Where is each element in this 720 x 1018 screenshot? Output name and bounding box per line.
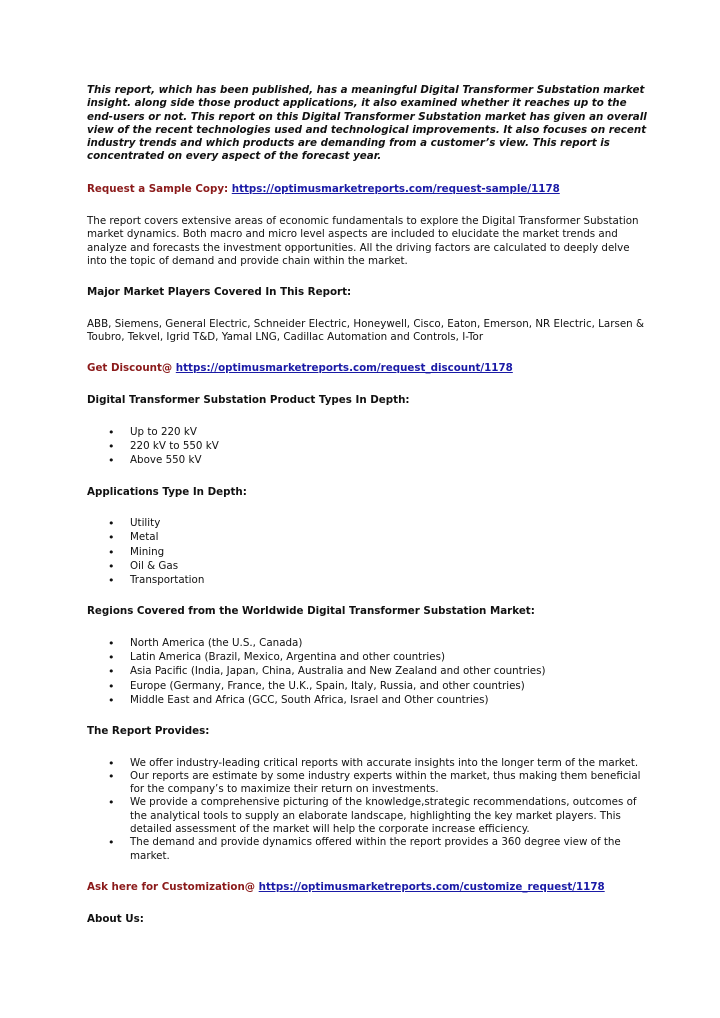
customization-label: Ask here for Customization@ xyxy=(87,880,259,893)
applications-list xyxy=(87,517,647,587)
sample-request-link[interactable]: https://optimusmarketreports.com/request-sample/1178 xyxy=(231,182,560,195)
list-item: • 220 kV to 550 kV xyxy=(130,440,647,453)
customization-link[interactable]: https://optimusmarketreports.com/customize_request/1178 xyxy=(258,880,605,893)
applications-heading: Applications Type In Depth: xyxy=(87,485,247,498)
sample-request-label: Request a Sample Copy: xyxy=(87,182,232,195)
list-item: • The demand and provide dynamics offered within the report provides a 360 degree view of the market. xyxy=(130,836,647,863)
customization-line xyxy=(87,881,647,894)
list-item: • Metal xyxy=(130,531,647,544)
list-item: • Asia Pacific (India, Japan, China, Australia and New Zealand and other countries) xyxy=(130,665,647,678)
list-item: • Above 550 kV xyxy=(130,454,647,467)
product-types-heading: Digital Transformer Substation Product Types In Depth: xyxy=(87,394,410,407)
list-item: • Up to 220 kV xyxy=(130,426,647,439)
report-provides-heading: The Report Provides: xyxy=(87,725,210,738)
list-item: • Middle East and Africa (GCC, South Africa, Israel and Other countries) xyxy=(130,694,647,707)
overview-paragraph: The report covers extensive areas of economic fundamentals to explore the Digital Transformer Substation market dynamics. Both macro and micro level aspects are included to elucidate the market trends and analyze and forecasts the investment opportunities. All the driving factors are calculated to deeply delve into the topic of demand and provide chain within the market. xyxy=(87,215,639,267)
sample-request-line xyxy=(87,183,647,196)
document-page xyxy=(87,84,647,944)
about-us-heading: About Us: xyxy=(87,913,144,926)
list-item: • Utility xyxy=(130,517,647,530)
discount-link[interactable]: https://optimusmarketreports.com/request_discount/1178 xyxy=(175,362,513,375)
list-item: • Mining xyxy=(130,546,647,559)
players-list-text: ABB, Siemens, General Electric, Schneider Electric, Honeywell, Cisco, Eaton, Emerson, NR Electric, Larsen & Toubro, Tekvel, Igrid T&D, Yamal LNG, Cadillac Automation and Controls, I-Tor xyxy=(87,317,644,343)
discount-line xyxy=(87,362,647,375)
list-item: • Oil & Gas xyxy=(130,560,647,573)
product-types-list xyxy=(87,426,647,468)
list-item: • We offer industry-leading critical reports with accurate insights into the longer term of the market. xyxy=(130,757,647,770)
intro-paragraph: This report, which has been published, has a meaningful Digital Transformer Substation market insight. along side those product applications, it also examined whether it reaches up to the end-users or not. This report on this Digital Transformer Substation market has given an overall view of the recent technologies used and technological improvements. It also focuses on recent industry trends and which products are demanding from a customer’s view. This report is concentrated on every aspect of the forecast year. xyxy=(87,84,647,163)
list-item: • Transportation xyxy=(130,574,647,587)
report-provides-list xyxy=(87,757,647,863)
regions-heading: Regions Covered from the Worldwide Digital Transformer Substation Market: xyxy=(87,605,535,618)
regions-list xyxy=(87,637,647,707)
players-heading: Major Market Players Covered In This Report: xyxy=(87,286,352,299)
list-item: • North America (the U.S., Canada) xyxy=(130,637,647,650)
discount-label: Get Discount@ xyxy=(87,362,176,375)
list-item: • Europe (Germany, France, the U.K., Spain, Italy, Russia, and other countries) xyxy=(130,680,647,693)
list-item: • We provide a comprehensive picturing of the knowledge,strategic recommendations, outcomes of the analytical tools to supply an elaborate landscape, highlighting the key market players. This detailed assessment of the market will help the corporate increase efficiency. xyxy=(130,796,647,836)
list-item: • Latin America (Brazil, Mexico, Argentina and other countries) xyxy=(130,651,647,664)
list-item: • Our reports are estimate by some industry experts within the market, thus making them beneficial for the company’s to maximize their return on investments. xyxy=(130,770,647,797)
